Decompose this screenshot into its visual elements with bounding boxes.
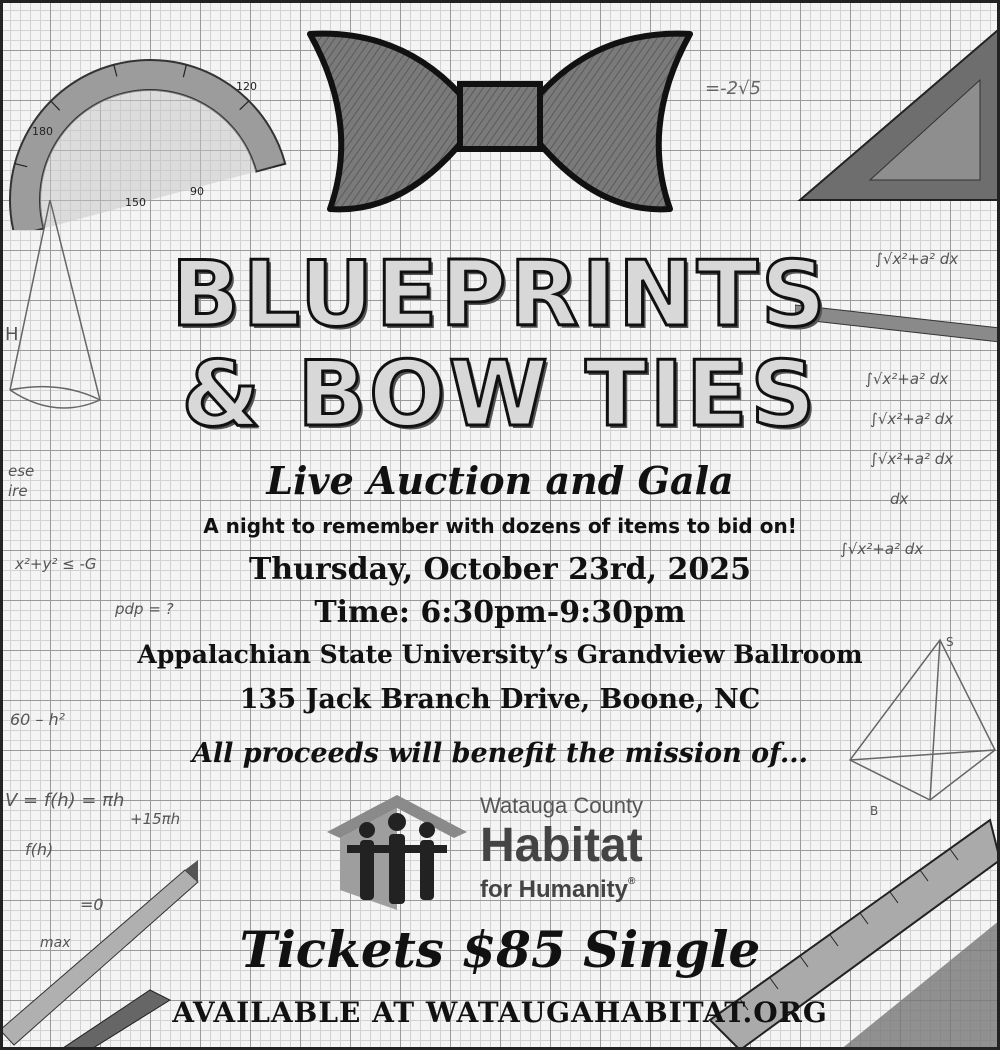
note-integral-3: ∫√x²+a² dx [870, 410, 954, 428]
note-integral-1: ∫√x²+a² dx [875, 250, 959, 268]
protractor-label-180: 180 [32, 125, 53, 138]
event-tagline: A night to remember with dozens of items to bid on! [203, 514, 797, 538]
note-integral-2: ∫√x²+a² dx [865, 370, 949, 388]
proceeds-note: All proceeds will benefit the mission of... [191, 738, 809, 769]
event-subtitle: Live Auction and Gala [266, 458, 734, 503]
note-ese: ese [8, 462, 35, 480]
event-title-line2: & BOW TIES [181, 342, 819, 447]
note-max: max [40, 935, 71, 951]
note-b: B [870, 804, 879, 818]
note-pdp: pdp = ? [115, 600, 174, 618]
note-inequality: x²+y² ≤ -G [15, 555, 97, 573]
note-vfh: V = f(h) = πh [5, 790, 125, 811]
note-15pih: +15πh [130, 810, 181, 828]
note-sqrt5: =-2√5 [705, 78, 761, 99]
event-address: 135 Jack Branch Drive, Boone, NC [239, 684, 761, 715]
logo-name: Habitat [480, 819, 643, 872]
note-ire: ire [8, 482, 28, 500]
logo-tagline-wrap [480, 876, 635, 904]
note-h: H [5, 324, 19, 345]
protractor-label-120: 120 [236, 80, 257, 93]
note-integral-5: ∫√x²+a² dx [840, 540, 924, 558]
ticket-price: Tickets $85 Single [239, 920, 761, 979]
logo-county: Watauga County [480, 793, 644, 818]
event-venue: Appalachian State University’s Grandview Ballroom [137, 640, 863, 669]
protractor-label-90: 90 [190, 185, 204, 198]
bow-tie-icon [300, 14, 700, 224]
habitat-logo [322, 790, 682, 920]
event-title-line1: BLUEPRINTS [171, 242, 829, 347]
note-fh: f(h) [25, 840, 54, 859]
note-60-h2: 60 – h² [10, 710, 66, 729]
note-eq0: =0 [80, 895, 104, 914]
habitat-house-icon [322, 790, 472, 915]
set-square-icon [780, 20, 1000, 220]
note-s: S [946, 635, 954, 649]
event-time: Time: 6:30pm-9:30pm [314, 595, 686, 630]
protractor-label-150: 150 [125, 196, 146, 209]
logo-tagline: for Humanity [480, 876, 629, 903]
note-dx: dx [890, 490, 909, 508]
ticket-availability: AVAILABLE AT WATAUGAHABITAT.ORG [172, 996, 828, 1029]
registered-mark: ® [628, 876, 636, 887]
event-date: Thursday, October 23rd, 2025 [248, 552, 751, 587]
note-integral-4: ∫√x²+a² dx [870, 450, 954, 468]
